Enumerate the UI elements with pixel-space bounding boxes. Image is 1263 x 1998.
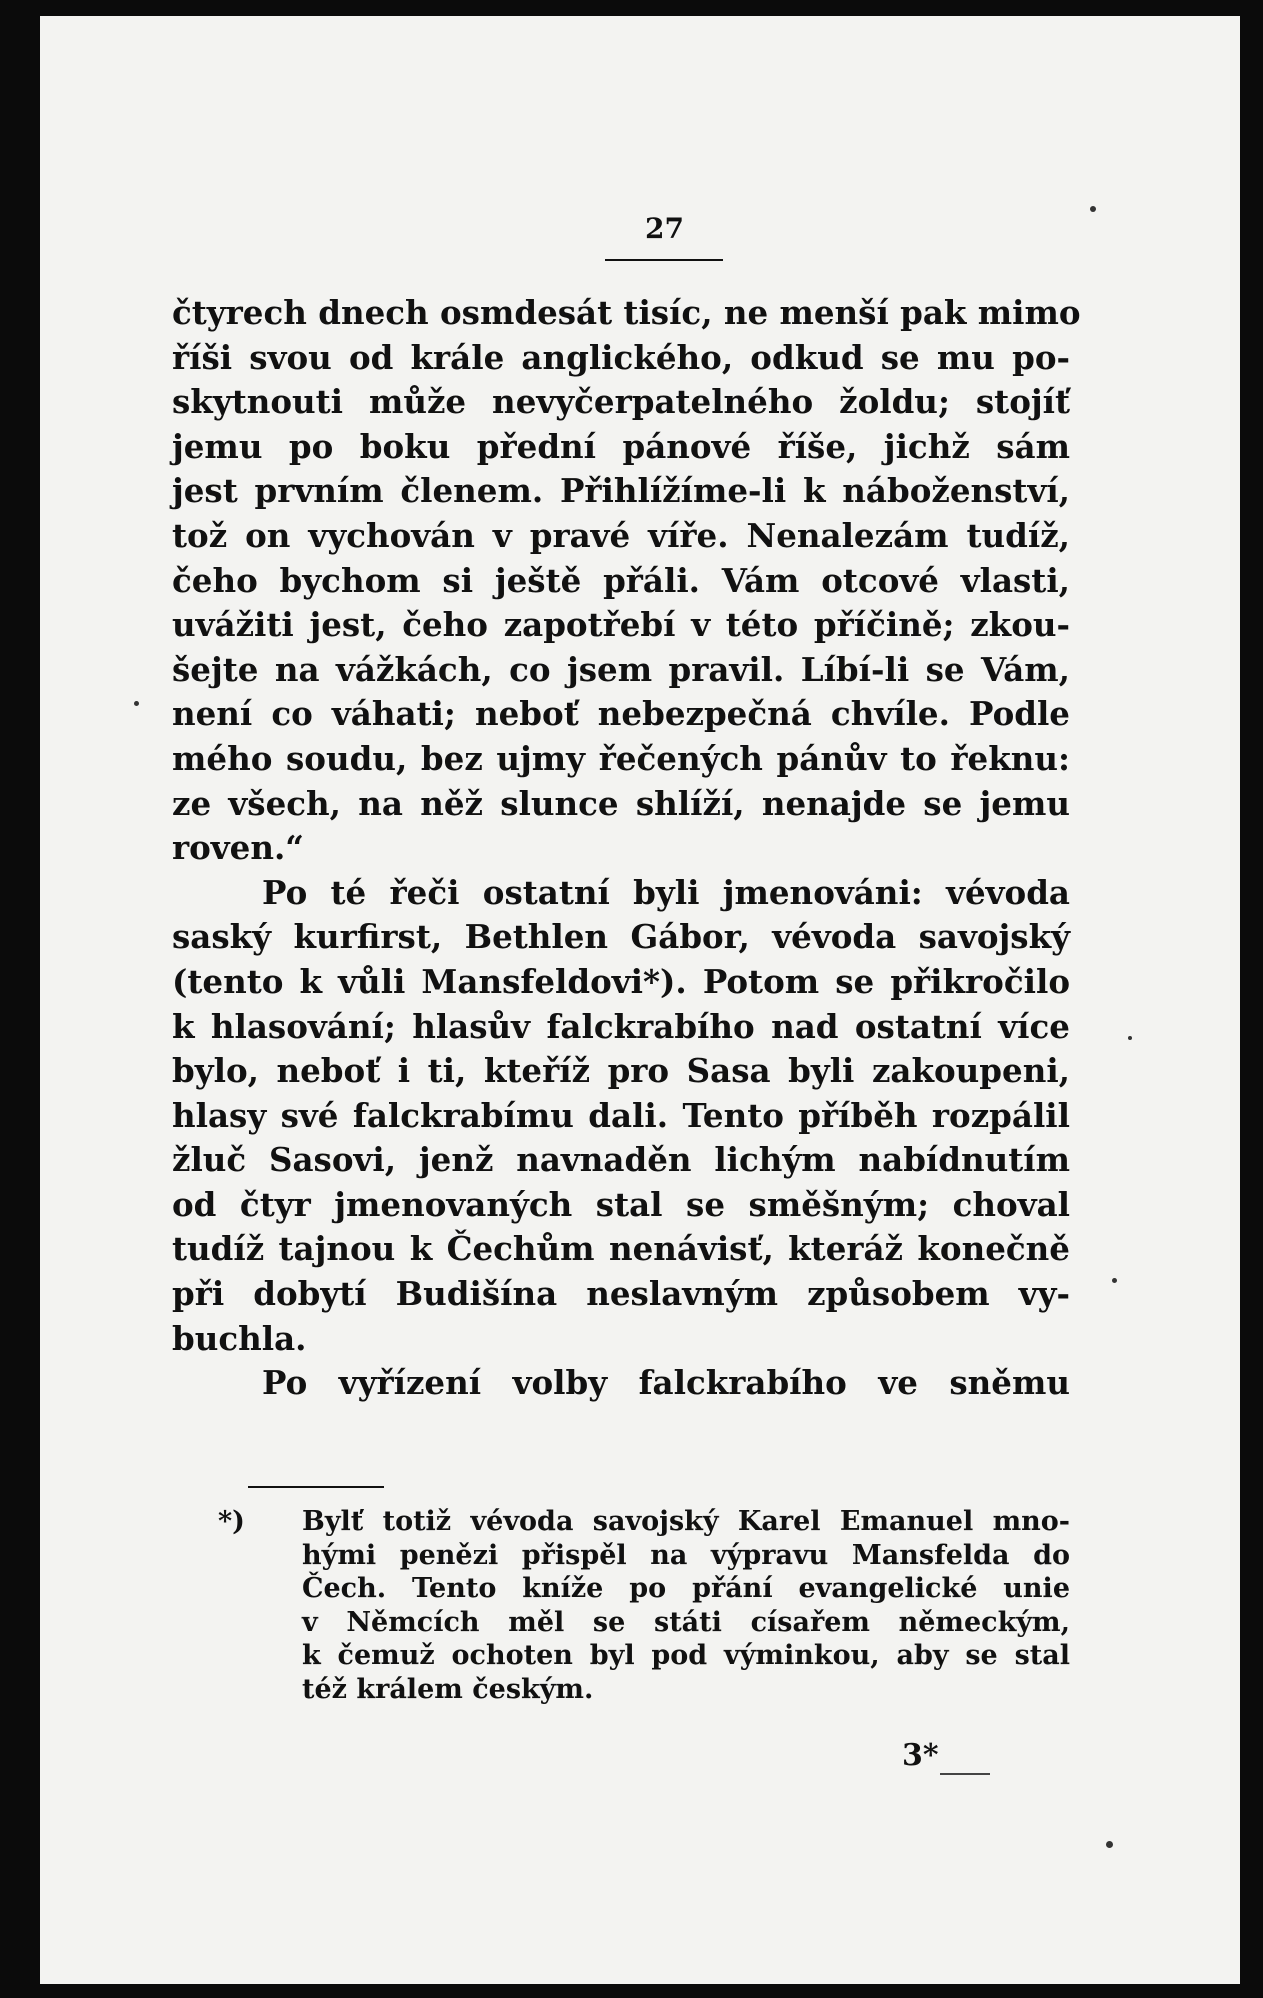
- text-line: jest prvním členem. Přihlížíme-li k náboženství,: [172, 471, 1070, 511]
- text-line: říši svou od krále anglického, odkud se mu po-: [172, 337, 1070, 377]
- body-text: [172, 291, 1081, 1406]
- text-line: mého soudu, bez ujmy řečených pánův to řeknu:: [172, 738, 1070, 778]
- text-line: při dobytí Budišína neslavným způsobem vy-: [172, 1274, 1070, 1314]
- text-line: Po té řeči ostatní byli jmenováni: vévoda: [262, 872, 1070, 912]
- text-line: buchla.: [172, 1318, 307, 1358]
- text-line: čtyrech dnech osmdesát tisíc, ne menší pak mimo: [172, 293, 1081, 332]
- paragraph: [172, 291, 1081, 871]
- footnote-line: hými penězi přispěl na výpravu Mansfelda do: [302, 1539, 1070, 1571]
- print-speck: [1090, 206, 1096, 212]
- footnote-line: v Němcích měl se státi císařem německým,: [302, 1606, 1070, 1638]
- footnote-rule: [248, 1486, 384, 1488]
- text-line: šejte na vážkách, co jsem pravil. Líbí-li se Vám,: [172, 649, 1070, 689]
- footnote: [218, 1505, 1070, 1706]
- footnote-text: Bylť totiž vévoda savojský Karel Emanuel mno-: [302, 1506, 1070, 1537]
- text-line: tož on vychován v pravé víře. Nenalezám tudíž,: [172, 515, 1070, 555]
- print-speck: [1128, 1036, 1132, 1040]
- text-line: ze všech, na něž slunce shlíží, nenajde se jemu: [172, 783, 1070, 823]
- footnote-marker: *): [218, 1506, 245, 1537]
- paragraph: [172, 871, 1070, 1362]
- footnote-line: [218, 1505, 1070, 1539]
- print-speck: [1106, 1841, 1113, 1848]
- paragraph: [172, 1361, 1070, 1406]
- text-line: (tento k vůli Mansfeldovi*). Potom se přikročilo: [172, 961, 1070, 1001]
- signature-rule: [940, 1773, 990, 1775]
- footnote-line: Čech. Tento kníže po přání evangelické unie: [302, 1573, 1070, 1604]
- signature-mark: 3*: [902, 1738, 939, 1773]
- text-line: čeho bychom si ještě přáli. Vám otcové vlasti,: [172, 560, 1070, 600]
- text-line: žluč Sasovi, jenž navnaděn lichým nabídnutím: [172, 1140, 1070, 1180]
- text-line: tudíž tajnou k Čechům nenávisť, kteráž konečně: [172, 1229, 1070, 1269]
- footnote-line: též králem českým.: [302, 1673, 594, 1705]
- text-line: bylo, neboť i ti, kteříž pro Sasa byli zakoupeni,: [172, 1051, 1070, 1091]
- page-number: 27: [645, 212, 684, 245]
- text-line: jemu po boku přední pánové říše, jichž sám: [172, 426, 1070, 466]
- text-line: roven.“: [172, 828, 304, 868]
- book-page: [40, 16, 1240, 1984]
- text-line: k hlasování; hlasův falckrabího nad ostatní více: [172, 1006, 1070, 1046]
- text-line: uvážiti jest, čeho zapotřebí v této příčině; zkou-: [172, 605, 1070, 645]
- text-line: saský kurfirst, Bethlen Gábor, vévoda savojský: [172, 917, 1070, 957]
- text-line: Po vyřízení volby falckrabího ve sněmu: [262, 1363, 1070, 1403]
- print-speck: [1112, 1278, 1117, 1283]
- page-number-rule: [605, 259, 723, 261]
- text-line: není co váhati; neboť nebezpečná chvíle. Podle: [172, 694, 1070, 734]
- print-speck: [134, 701, 139, 706]
- text-line: skytnouti může nevyčerpatelného žoldu; stojíť: [172, 382, 1070, 422]
- text-line: hlasy své falckrabímu dali. Tento příběh rozpálil: [172, 1095, 1070, 1135]
- footnote-line: k čemuž ochoten byl pod výminkou, aby se stal: [302, 1640, 1070, 1671]
- text-line: od čtyr jmenovaných stal se směšným; choval: [172, 1184, 1070, 1224]
